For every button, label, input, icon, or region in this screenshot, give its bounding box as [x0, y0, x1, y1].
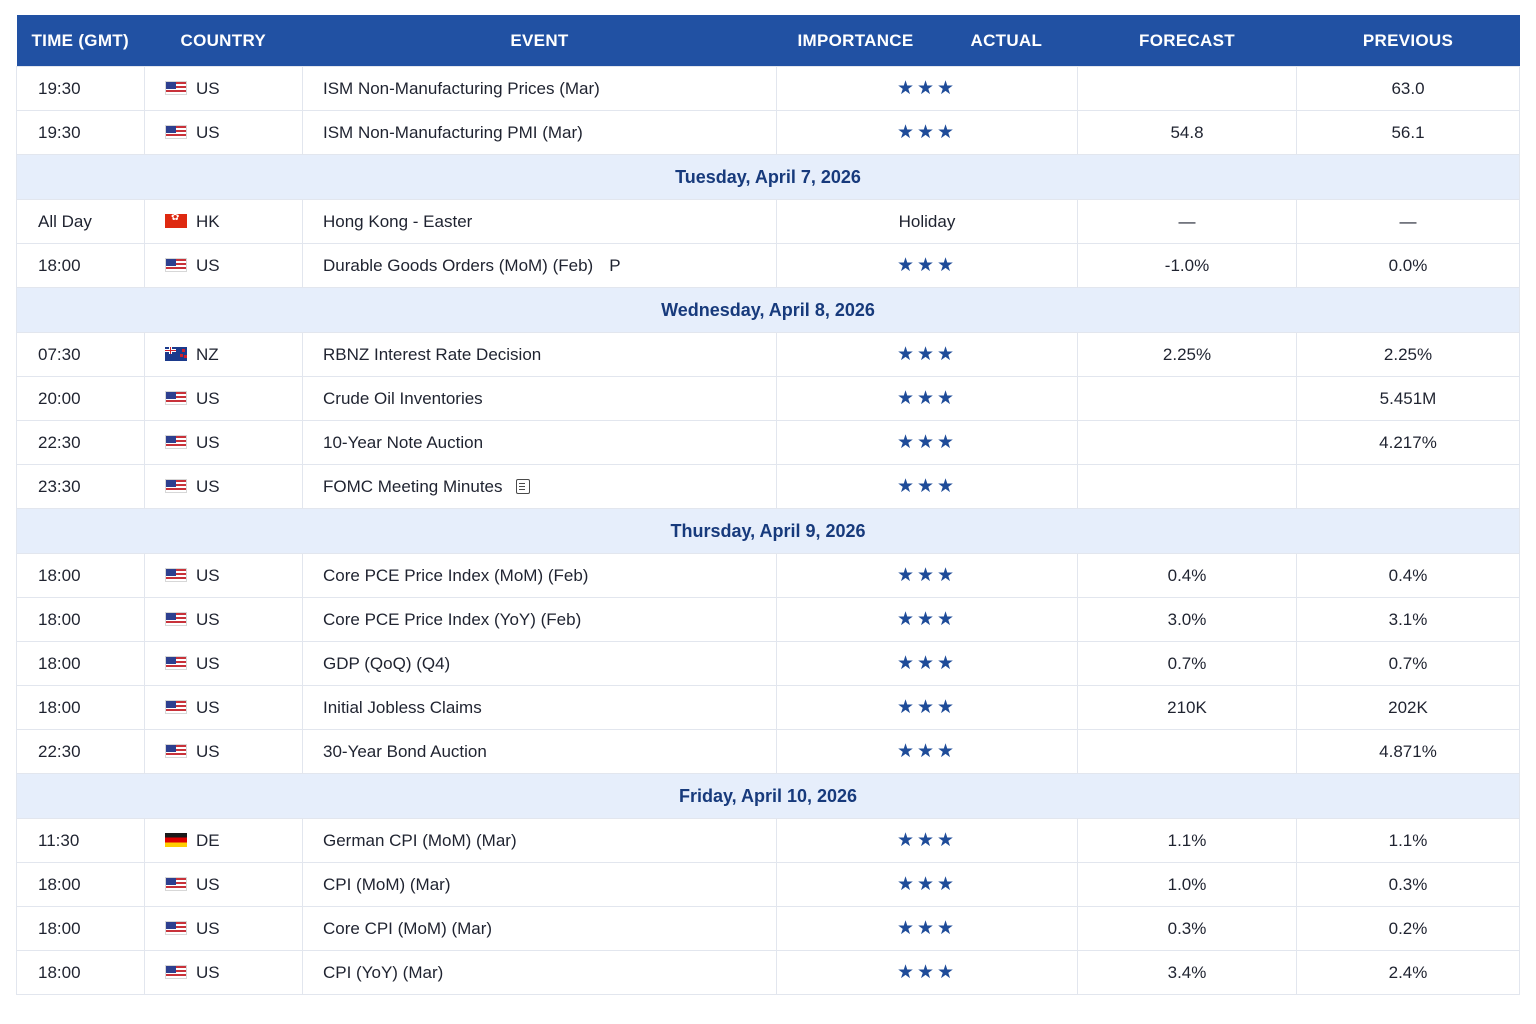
event-previous: 202K: [1297, 686, 1520, 730]
flag-us-icon: [165, 568, 187, 582]
flag-hk-icon: [165, 214, 187, 228]
event-row[interactable]: [17, 730, 1520, 774]
flag-us-icon: [165, 612, 187, 626]
flag-us-icon: [165, 965, 187, 979]
event-importance: [777, 111, 1078, 155]
event-forecast: [1078, 377, 1297, 421]
event-name-cell[interactable]: [303, 951, 777, 995]
country-code: US: [196, 609, 220, 629]
event-importance: [777, 200, 1078, 244]
country-code: US: [196, 918, 220, 938]
header-previous[interactable]: PREVIOUS: [1297, 15, 1520, 67]
importance-stars-icon: ★★★: [896, 78, 958, 99]
event-row[interactable]: [17, 907, 1520, 951]
event-forecast: 54.8: [1078, 111, 1297, 155]
event-previous: 5.451M: [1297, 377, 1520, 421]
flag-us-icon: [165, 125, 187, 139]
country-code: US: [196, 874, 220, 894]
event-importance: [777, 554, 1078, 598]
event-previous: 1.1%: [1297, 819, 1520, 863]
calendar-table: [16, 15, 1520, 995]
event-importance: [777, 244, 1078, 288]
importance-stars-icon: ★★★: [896, 476, 958, 497]
flag-us-icon: [165, 479, 187, 493]
importance-stars-icon: ★★★: [896, 388, 958, 409]
event-previous: 0.0%: [1297, 244, 1520, 288]
country-code: US: [196, 78, 220, 98]
flag-us-icon: [165, 921, 187, 935]
event-importance: [777, 465, 1078, 509]
event-name-cell[interactable]: [303, 642, 777, 686]
event-time: 11:30: [17, 819, 145, 863]
event-time: 18:00: [17, 642, 145, 686]
event-name-cell[interactable]: [303, 333, 777, 377]
event-previous: 2.25%: [1297, 333, 1520, 377]
event-row[interactable]: [17, 111, 1520, 155]
event-forecast: 3.0%: [1078, 598, 1297, 642]
importance-stars-icon: ★★★: [896, 255, 958, 276]
event-country-cell: [145, 244, 303, 288]
event-country-cell: [145, 377, 303, 421]
event-time: 18:00: [17, 598, 145, 642]
event-importance: [777, 863, 1078, 907]
event-time: 20:00: [17, 377, 145, 421]
event-row[interactable]: [17, 200, 1520, 244]
event-previous: 0.4%: [1297, 554, 1520, 598]
event-row[interactable]: [17, 377, 1520, 421]
country-code: US: [196, 962, 220, 982]
event-importance: [777, 642, 1078, 686]
event-name-cell[interactable]: [303, 67, 777, 111]
country-code: US: [196, 388, 220, 408]
event-country-cell: [145, 907, 303, 951]
event-importance: [777, 819, 1078, 863]
event-row[interactable]: [17, 244, 1520, 288]
event-name[interactable]: FOMC Meeting Minutes: [323, 476, 503, 496]
event-name-cell[interactable]: [303, 863, 777, 907]
event-name[interactable]: German CPI (MoM) (Mar): [323, 830, 517, 850]
event-name-cell[interactable]: [303, 819, 777, 863]
event-previous: 63.0: [1297, 67, 1520, 111]
day-separator-row: [17, 288, 1520, 333]
event-country-cell: [145, 863, 303, 907]
event-time: 22:30: [17, 421, 145, 465]
flag-nz-icon: [165, 347, 187, 361]
event-forecast: 2.25%: [1078, 333, 1297, 377]
importance-stars-icon: ★★★: [896, 565, 958, 586]
event-previous: 2.4%: [1297, 951, 1520, 995]
event-row[interactable]: [17, 67, 1520, 111]
event-name-cell[interactable]: [303, 465, 777, 509]
event-time: 18:00: [17, 686, 145, 730]
event-name[interactable]: Core CPI (MoM) (Mar): [323, 918, 493, 938]
event-name-cell[interactable]: [303, 200, 777, 244]
event-name-cell[interactable]: [303, 907, 777, 951]
country-code: US: [196, 476, 220, 496]
event-forecast: 0.3%: [1078, 907, 1297, 951]
event-name[interactable]: CPI (YoY) (Mar): [323, 962, 444, 982]
event-previous: [1297, 465, 1520, 509]
country-code: US: [196, 255, 220, 275]
event-country-cell: [145, 200, 303, 244]
event-importance: [777, 67, 1078, 111]
event-previous: 0.7%: [1297, 642, 1520, 686]
day-label: Friday, April 10, 2026: [17, 774, 1520, 819]
event-time: 19:30: [17, 111, 145, 155]
importance-stars-icon: ★★★: [896, 697, 958, 718]
country-code: HK: [196, 211, 220, 231]
event-country-cell: [145, 421, 303, 465]
country-code: US: [196, 741, 220, 761]
importance-stars-icon: ★★★: [896, 962, 958, 983]
event-importance: [777, 730, 1078, 774]
flag-us-icon: [165, 700, 187, 714]
event-importance: [777, 377, 1078, 421]
event-time: All Day: [17, 200, 145, 244]
event-forecast: 1.1%: [1078, 819, 1297, 863]
header-time[interactable]: TIME (GMT): [17, 15, 145, 67]
event-importance: [777, 333, 1078, 377]
event-name[interactable]: CPI (MoM) (Mar): [323, 874, 451, 894]
event-previous: 0.2%: [1297, 907, 1520, 951]
flag-star: [182, 349, 185, 352]
header-event[interactable]: EVENT: [303, 15, 777, 67]
event-name[interactable]: RBNZ Interest Rate Decision: [323, 344, 542, 364]
event-time: 22:30: [17, 730, 145, 774]
event-name[interactable]: Core PCE Price Index (MoM) (Feb): [323, 565, 589, 585]
country-code: US: [196, 697, 220, 717]
event-country-cell: [145, 642, 303, 686]
country-code: US: [196, 122, 220, 142]
event-row[interactable]: [17, 819, 1520, 863]
event-previous: —: [1297, 200, 1520, 244]
event-country-cell: [145, 554, 303, 598]
event-name-cell[interactable]: [303, 554, 777, 598]
day-separator-row: [17, 774, 1520, 819]
country-code: US: [196, 653, 220, 673]
event-importance: [777, 686, 1078, 730]
event-name[interactable]: ISM Non-Manufacturing PMI (Mar): [323, 122, 583, 142]
event-name-cell[interactable]: [303, 244, 777, 288]
event-forecast: 210K: [1078, 686, 1297, 730]
event-forecast: 3.4%: [1078, 951, 1297, 995]
table-header-row: [17, 15, 1520, 67]
event-name[interactable]: 10-Year Note Auction: [323, 432, 484, 452]
day-label: Tuesday, April 7, 2026: [17, 155, 1520, 200]
event-row[interactable]: [17, 686, 1520, 730]
document-icon[interactable]: [516, 479, 530, 494]
flag-us-icon: [165, 391, 187, 405]
economic-calendar: [16, 15, 1519, 995]
event-time: 18:00: [17, 863, 145, 907]
event-country-cell: [145, 686, 303, 730]
event-row[interactable]: [17, 333, 1520, 377]
event-name[interactable]: ISM Non-Manufacturing Prices (Mar): [323, 78, 600, 98]
importance-stars-icon: ★★★: [896, 830, 958, 851]
event-time: 18:00: [17, 907, 145, 951]
importance-stars-icon: ★★★: [896, 344, 958, 365]
event-name-cell[interactable]: [303, 377, 777, 421]
event-country-cell: [145, 67, 303, 111]
event-importance: [777, 421, 1078, 465]
event-forecast: [1078, 465, 1297, 509]
event-name[interactable]: Durable Goods Orders (MoM) (Feb): [323, 255, 594, 275]
event-previous: 3.1%: [1297, 598, 1520, 642]
header-importance[interactable]: IMPORTANCE: [777, 15, 971, 67]
event-time: 19:30: [17, 67, 145, 111]
event-forecast: 0.4%: [1078, 554, 1297, 598]
country-code: DE: [196, 830, 220, 850]
preliminary-marker: P: [609, 255, 621, 275]
event-importance: [777, 598, 1078, 642]
event-importance: [777, 907, 1078, 951]
event-row[interactable]: [17, 951, 1520, 995]
country-code: NZ: [196, 344, 219, 364]
event-time: 23:30: [17, 465, 145, 509]
event-country-cell: [145, 111, 303, 155]
event-country-cell: [145, 951, 303, 995]
importance-stars-icon: ★★★: [896, 918, 958, 939]
event-previous: 4.871%: [1297, 730, 1520, 774]
flag-us-icon: [165, 81, 187, 95]
event-time: 18:00: [17, 951, 145, 995]
event-name-cell[interactable]: [303, 111, 777, 155]
event-name[interactable]: Core PCE Price Index (YoY) (Feb): [323, 609, 582, 629]
event-country-cell: [145, 598, 303, 642]
event-country-cell: [145, 730, 303, 774]
event-forecast: 0.7%: [1078, 642, 1297, 686]
day-separator-row: [17, 155, 1520, 200]
importance-stars-icon: ★★★: [896, 653, 958, 674]
flag-us-icon: [165, 258, 187, 272]
importance-stars-icon: ★★★: [896, 741, 958, 762]
header-country[interactable]: COUNTRY: [145, 15, 303, 67]
flag-us-icon: [165, 877, 187, 891]
event-previous: 0.3%: [1297, 863, 1520, 907]
importance-stars-icon: ★★★: [896, 874, 958, 895]
event-name-cell[interactable]: [303, 686, 777, 730]
event-name-cell[interactable]: [303, 598, 777, 642]
event-row[interactable]: [17, 642, 1520, 686]
event-country-cell: [145, 465, 303, 509]
event-row[interactable]: [17, 421, 1520, 465]
event-row[interactable]: [17, 465, 1520, 509]
flag-us-icon: [165, 744, 187, 758]
day-separator-row: [17, 509, 1520, 554]
event-importance: [777, 951, 1078, 995]
event-forecast: -1.0%: [1078, 244, 1297, 288]
event-forecast: [1078, 421, 1297, 465]
event-forecast: —: [1078, 200, 1297, 244]
flag-us-icon: [165, 435, 187, 449]
event-previous: 56.1: [1297, 111, 1520, 155]
importance-stars-icon: ★★★: [896, 122, 958, 143]
country-code: US: [196, 432, 220, 452]
flag-de-icon: [165, 833, 187, 847]
event-forecast: 1.0%: [1078, 863, 1297, 907]
event-forecast: [1078, 67, 1297, 111]
header-forecast[interactable]: FORECAST: [1078, 15, 1297, 67]
event-name-cell[interactable]: [303, 421, 777, 465]
event-name[interactable]: Hong Kong - Easter: [323, 211, 473, 231]
day-label: Thursday, April 9, 2026: [17, 509, 1520, 554]
event-name-cell[interactable]: [303, 730, 777, 774]
event-time: 07:30: [17, 333, 145, 377]
event-row[interactable]: [17, 598, 1520, 642]
event-row[interactable]: [17, 863, 1520, 907]
importance-stars-icon: ★★★: [896, 609, 958, 630]
event-country-cell: [145, 333, 303, 377]
event-name[interactable]: GDP (QoQ) (Q4): [323, 653, 451, 673]
event-previous: 4.217%: [1297, 421, 1520, 465]
importance-stars-icon: ★★★: [896, 432, 958, 453]
event-time: 18:00: [17, 554, 145, 598]
event-name[interactable]: 30-Year Bond Auction: [323, 741, 487, 761]
event-forecast: [1078, 730, 1297, 774]
event-name[interactable]: Crude Oil Inventories: [323, 388, 483, 408]
header-actual[interactable]: ACTUAL: [971, 15, 1078, 67]
day-label: Wednesday, April 8, 2026: [17, 288, 1520, 333]
event-time: 18:00: [17, 244, 145, 288]
event-country-cell: [145, 819, 303, 863]
event-name[interactable]: Initial Jobless Claims: [323, 697, 482, 717]
event-row[interactable]: [17, 554, 1520, 598]
flag-us-icon: [165, 656, 187, 670]
country-code: US: [196, 565, 220, 585]
holiday-label: Holiday: [898, 211, 956, 231]
